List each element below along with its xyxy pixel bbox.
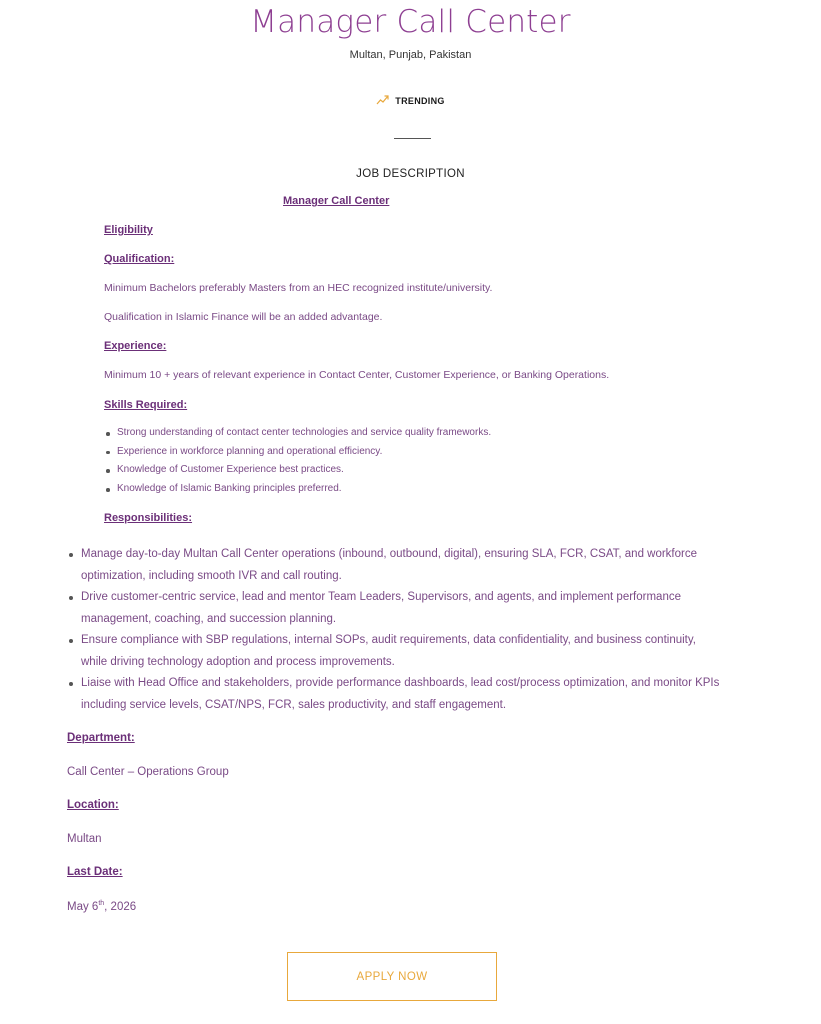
skills-list-item: Knowledge of Customer Experience best practices. — [104, 461, 491, 480]
trending-badge — [0, 92, 821, 110]
responsibilities-list-item: Ensure compliance with SBP regulations, internal SOPs, audit requirements, data confidentiality, and business continuity, while driving technology adoption and process improvements. — [67, 630, 721, 673]
responsibilities-heading: Responsibilities: — [104, 512, 193, 524]
department-heading: Department: — [67, 732, 135, 744]
skills-list-item: Strong understanding of contact center technologies and service quality frameworks. — [104, 424, 491, 443]
experience-heading: Experience: — [104, 340, 167, 352]
qualification-line: Qualification in Islamic Finance will be an added advantage. — [104, 311, 383, 323]
page-title: Manager Call Center — [250, 4, 571, 40]
job-title-link[interactable]: Manager Call Center — [283, 195, 390, 207]
job-location-subtitle: Multan, Punjab, Pakistan — [349, 49, 472, 61]
eligibility-heading: Eligibility — [104, 224, 153, 236]
apply-now-button[interactable]: APPLY NOW — [287, 952, 497, 1001]
skills-list — [104, 424, 491, 499]
skills-list-item: Experience in workforce planning and operational efficiency. — [104, 443, 491, 462]
last-date-heading: Last Date: — [67, 866, 123, 878]
qualification-line: Minimum Bachelors preferably Masters from an HEC recognized institute/university. — [104, 282, 493, 294]
skills-heading: Skills Required: — [104, 399, 188, 411]
experience-text: Minimum 10 + years of relevant experience in Contact Center, Customer Experience, or Banking Operations. — [104, 369, 610, 381]
qualification-heading: Qualification: — [104, 253, 175, 265]
responsibilities-list — [67, 544, 721, 716]
location-heading: Location: — [67, 799, 119, 811]
last-date-value — [67, 900, 136, 913]
department-value: Call Center – Operations Group — [67, 766, 229, 778]
header-divider — [394, 138, 431, 139]
trending-label: TRENDING — [395, 96, 445, 106]
last-date-year: , 2026 — [104, 900, 137, 913]
trending-up-icon — [376, 92, 389, 110]
responsibilities-list-item: Liaise with Head Office and stakeholders, provide performance dashboards, lead cost/process optimization, and monitor KPIs including service levels, CSAT/NPS, FCR, sales productivity, and staff engagement. — [67, 673, 721, 716]
last-date-suffix: th — [98, 900, 105, 907]
responsibilities-list-item: Drive customer-centric service, lead and mentor Team Leaders, Supervisors, and agents, and implement performance management, coaching, and succession planning. — [67, 587, 721, 630]
last-date-day: May 6 — [67, 900, 99, 913]
job-description-heading: JOB DESCRIPTION — [356, 168, 465, 180]
skills-list-item: Knowledge of Islamic Banking principles preferred. — [104, 480, 491, 499]
location-value: Multan — [67, 833, 102, 845]
responsibilities-list-item: Manage day-to-day Multan Call Center operations (inbound, outbound, digital), ensuring SLA, FCR, CSAT, and workforce optimization, including smooth IVR and call routing. — [67, 544, 721, 587]
